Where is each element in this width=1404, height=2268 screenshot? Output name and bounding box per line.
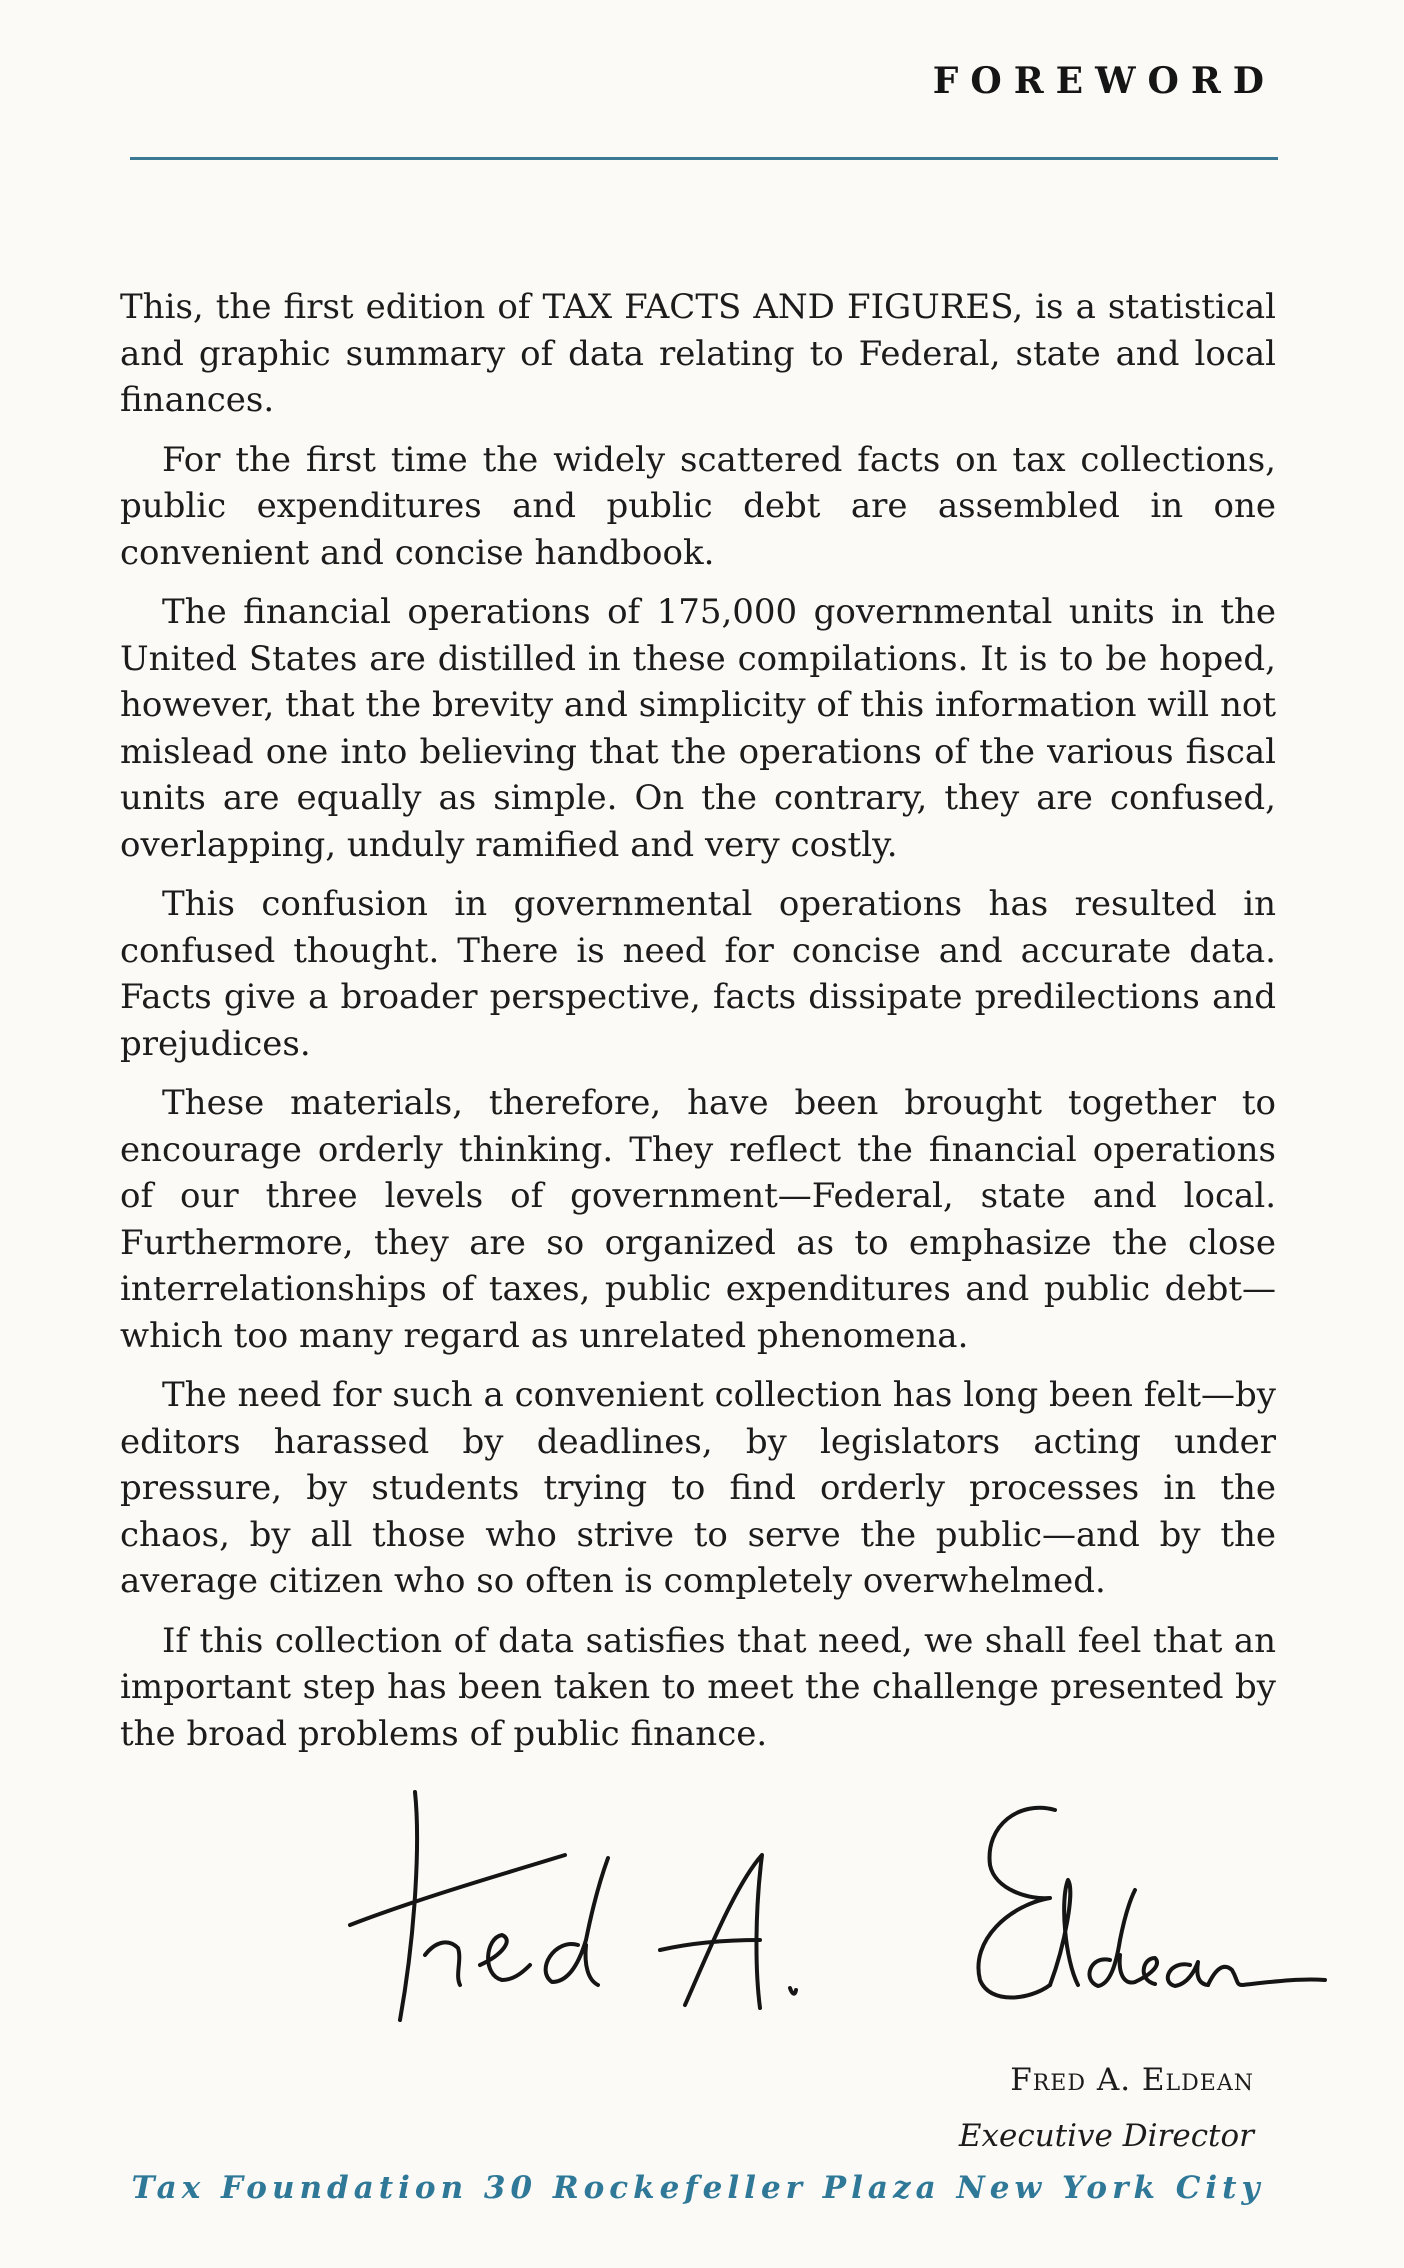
paragraph-4: This confusion in governmental operations has resulted in confused thought. There is need for concise and accurate data. Facts give a broader perspective, facts dissipate predilections and prejudices. xyxy=(120,884,1276,1064)
paragraph-6: The need for such a convenient collection has long been felt—by editors harassed by deadlines, by legislators acting under pressure, by students trying to find orderly processes in the chaos, by all those who strive to serve the public—and by the average citizen who so often is completely overwhelmed. xyxy=(120,1375,1276,1601)
foreword-body xyxy=(120,284,1276,1770)
paragraph-2: For the first time the widely scattered facts on tax collections, public expenditures and public debt are assembled in one convenient and concise handbook. xyxy=(120,439,1276,573)
publisher-footer: Tax Foundation 30 Rockefeller Plaza New York City xyxy=(131,2170,1265,2206)
page-title: FOREWORD xyxy=(932,60,1276,102)
paragraph-3: The financial operations of 175,000 governmental units in the United States are distilled in these compilations. It is to be hoped, however, that the brevity and simplicity of this information will not mislead one into believing that the operations of the various fiscal units are equally as simple. On the contrary, they are confused, overlapping, unduly ramified and very costly. xyxy=(120,592,1276,865)
header-rule xyxy=(130,157,1278,160)
signer-block xyxy=(959,2052,1254,2164)
paragraph-7: If this collection of data satisfies that need, we shall feel that an important step has been taken to meet the challenge presented by the broad problems of public finance. xyxy=(120,1620,1276,1754)
paragraph-5: These materials, therefore, have been brought together to encourage orderly thinking. They reflect the financial operations of our three levels of government—Federal, state and local. Furthermore, they are so organized as to emphasize the close interrelationships of taxes, public expenditures and public debt—which too many regard as unrelated phenomena. xyxy=(120,1083,1276,1356)
paragraph-1: This, the first edition of TAX FACTS AND FIGURES, is a statistical and graphic summary of data relating to Federal, state and local finances. xyxy=(120,287,1276,420)
signer-title: Executive Director xyxy=(958,2118,1254,2154)
handwritten-signature xyxy=(330,1770,1330,2040)
signer-name: Fred A. Eldean xyxy=(1010,2062,1254,2098)
